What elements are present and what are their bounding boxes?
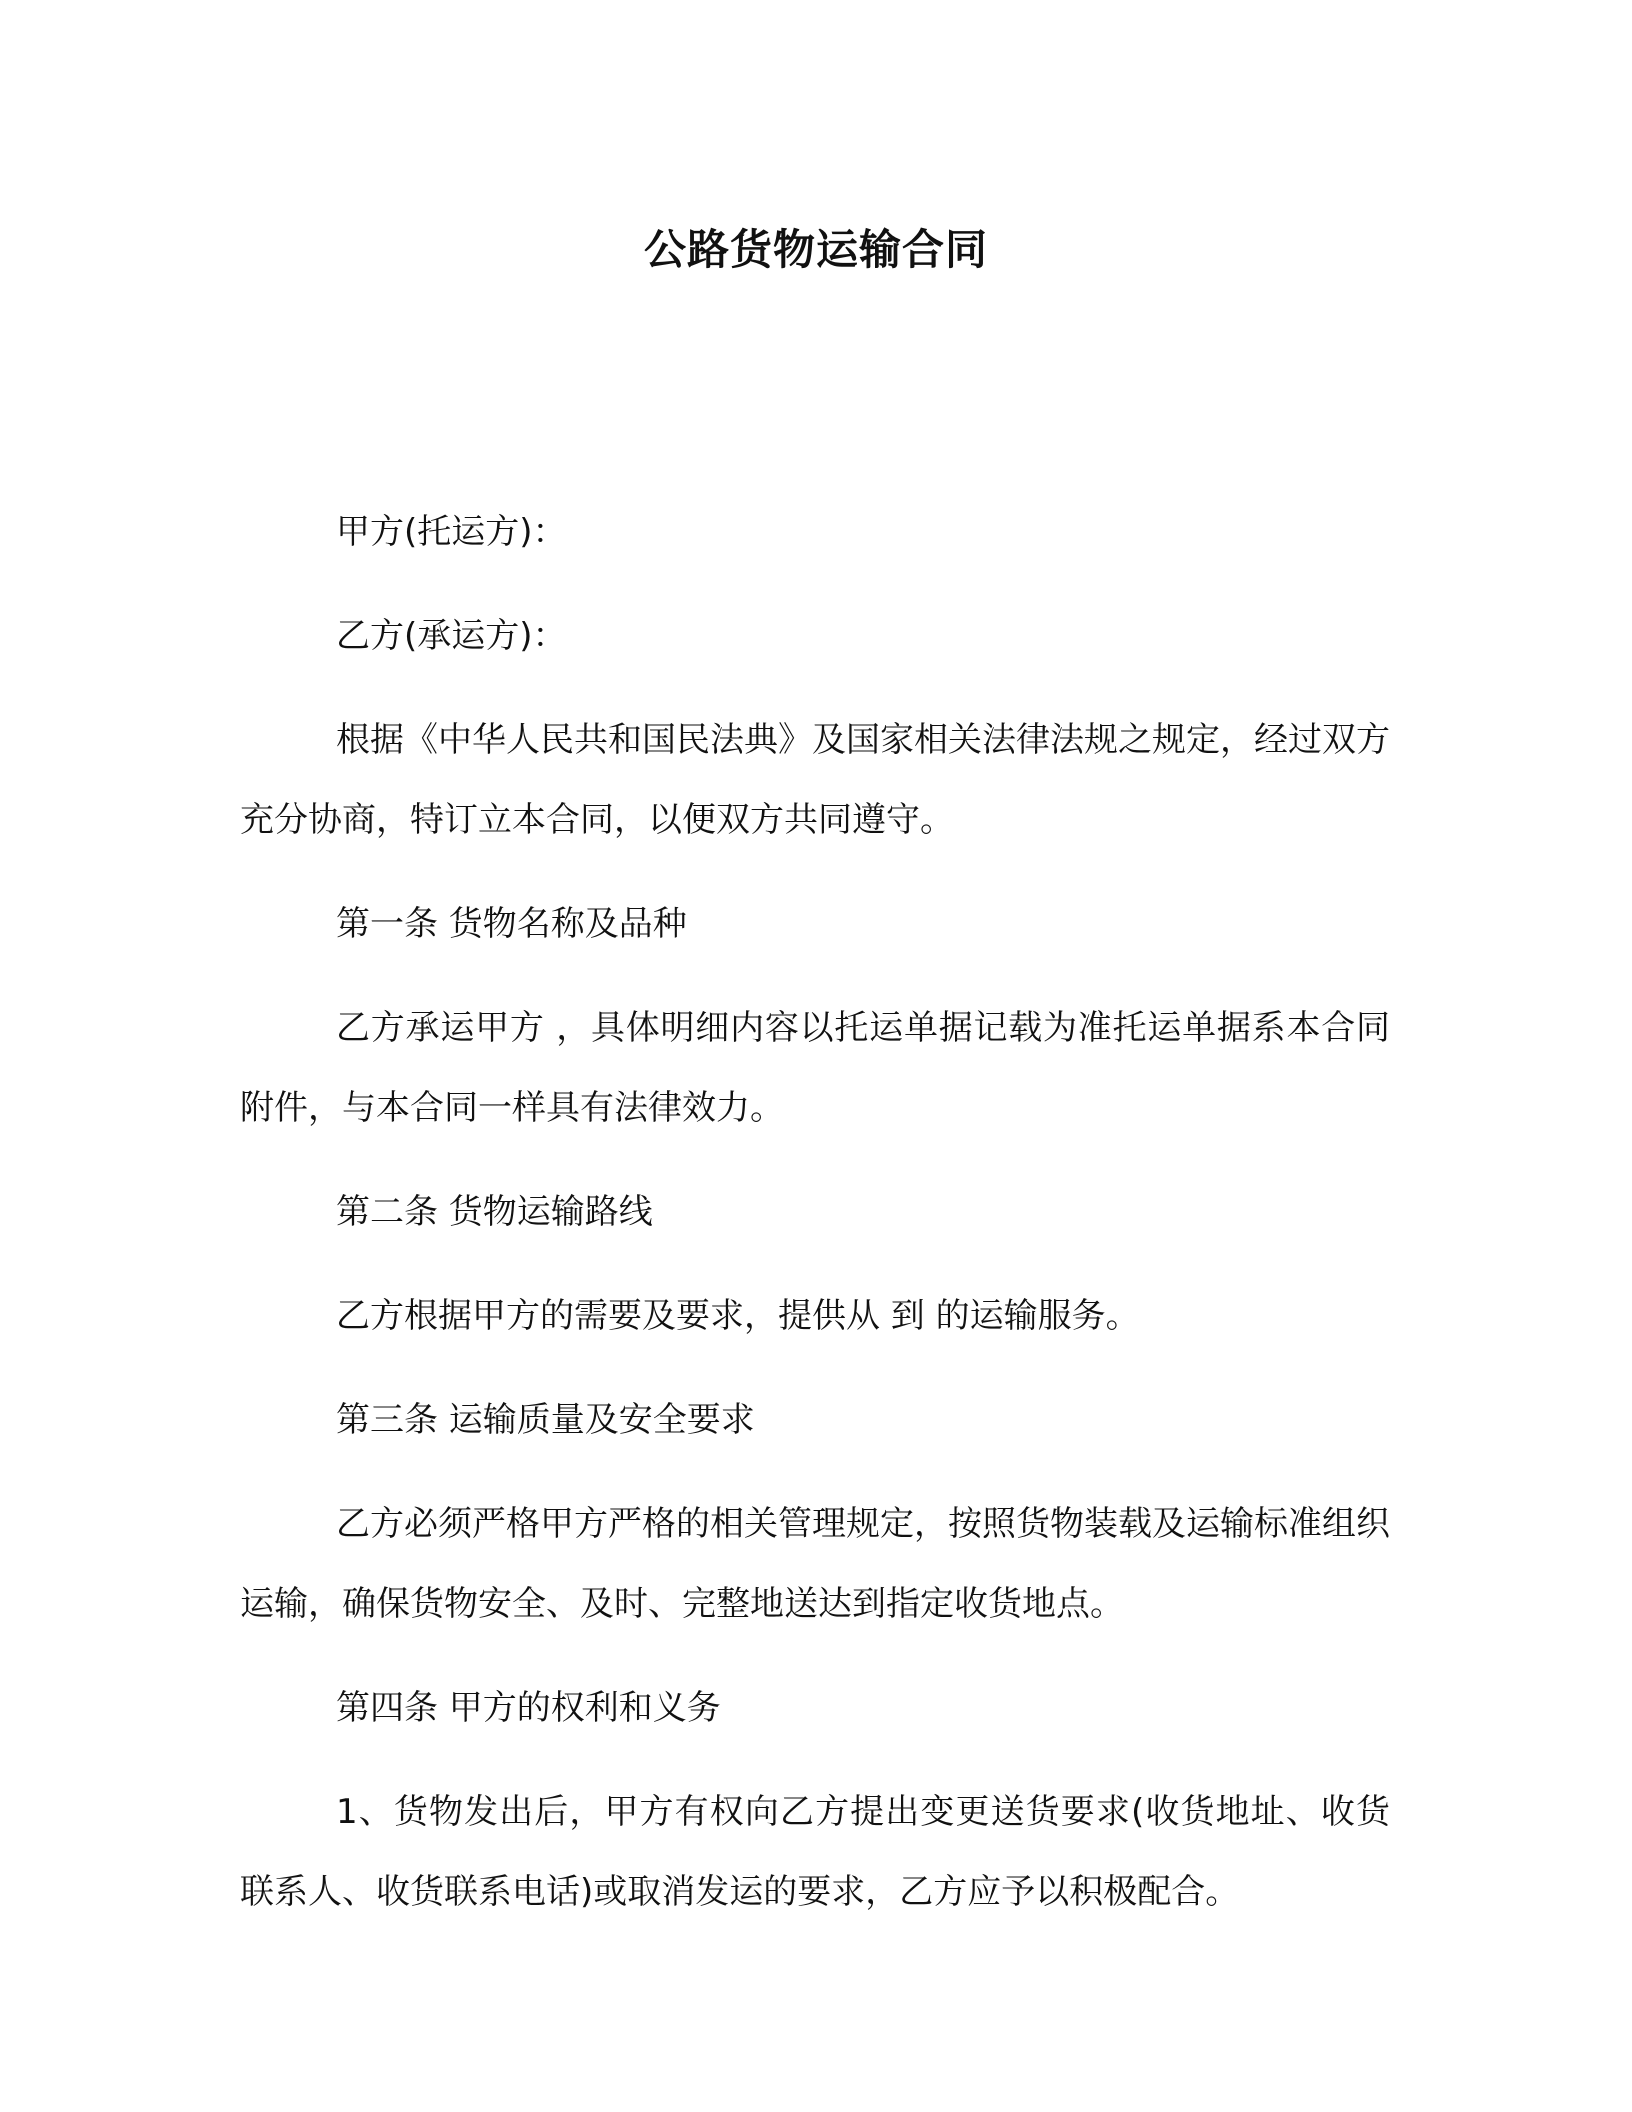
article-4-heading: 第四条 甲方的权利和义务 [336, 1688, 721, 1728]
article-1-body: 乙方承运甲方 ，具体明细内容以托运单据记载为准托运单据系本合同附件，与本合同一样具有法律效力。 [240, 1008, 1390, 1128]
party-a-line: 甲方(托运方)： [336, 512, 567, 552]
preamble-paragraph: 根据《中华人民共和国民法典》及国家相关法律法规之规定，经过双方充分协商，特订立本合同，以便双方共同遵守。 [240, 720, 1390, 840]
article-4-item-1: 1、货物发出后，甲方有权向乙方提出变更送货要求(收货地址、收货联系人、收货联系电话)或取消发运的要求，乙方应予以积极配合。 [240, 1792, 1390, 1912]
article-1-heading: 第一条 货物名称及品种 [336, 904, 687, 944]
party-b-line: 乙方(承运方)： [336, 616, 567, 656]
article-2-heading: 第二条 货物运输路线 [336, 1192, 653, 1232]
article-3-body: 乙方必须严格甲方严格的相关管理规定，按照货物装载及运输标准组织运输，确保货物安全、及时、完整地送达到指定收货地点。 [240, 1504, 1390, 1624]
document-body [240, 492, 1390, 1956]
document-title: 公路货物运输合同 [643, 225, 988, 274]
article-2-body: 乙方根据甲方的需要及要求，提供从 到 的运输服务。 [336, 1296, 1140, 1336]
article-3-heading: 第三条 运输质量及安全要求 [336, 1400, 755, 1440]
